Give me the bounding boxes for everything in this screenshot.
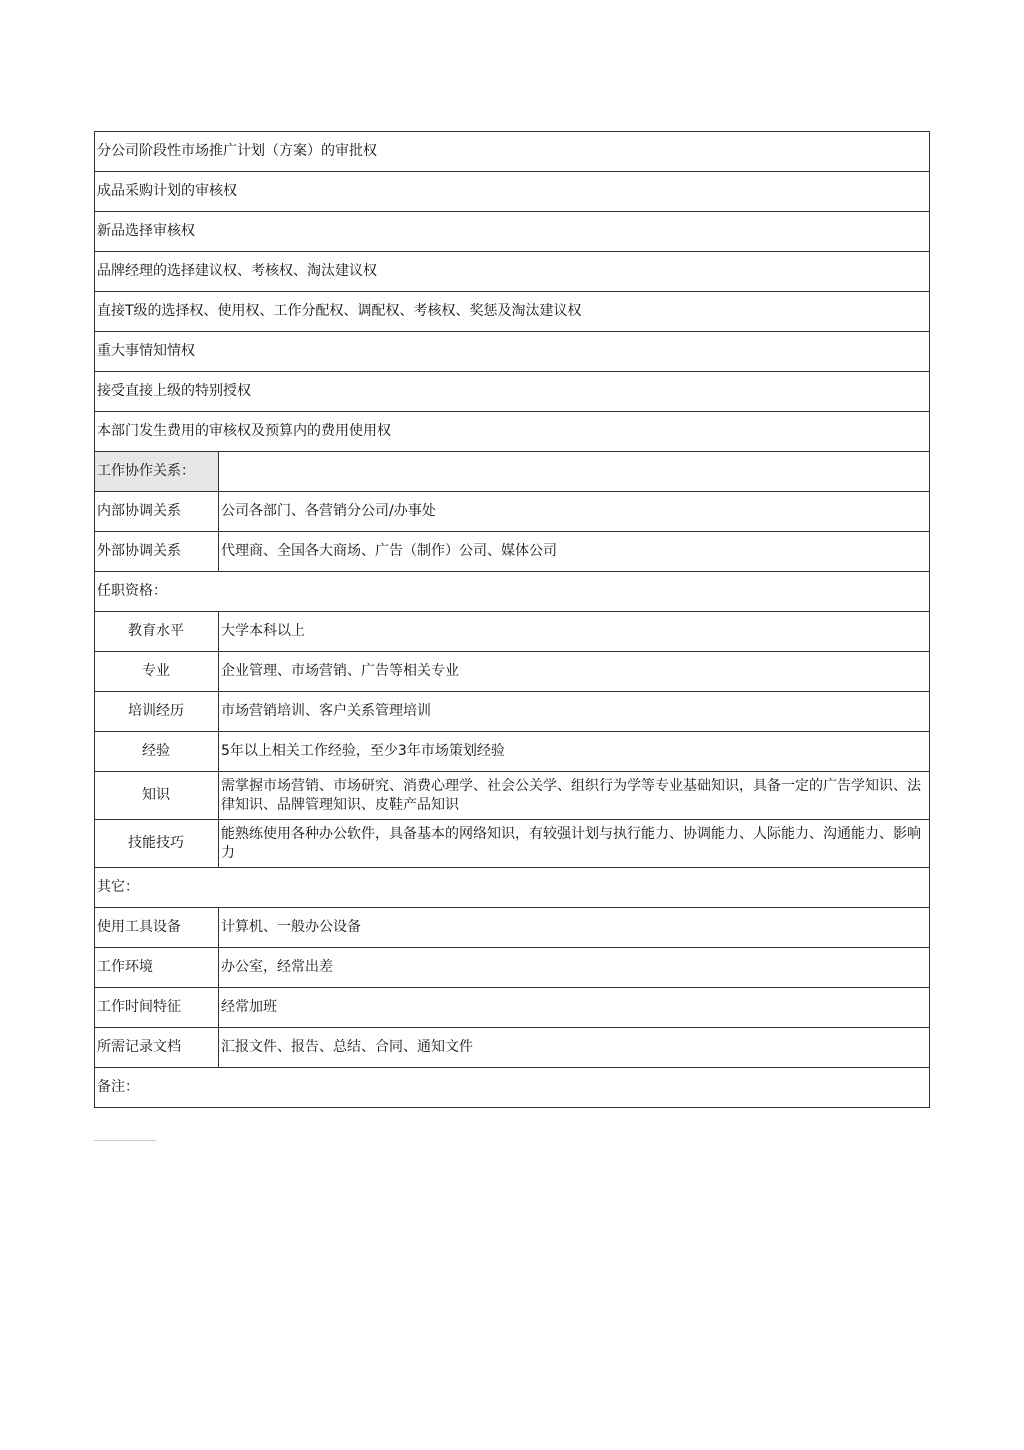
footer-divider [94, 1140, 156, 1141]
authority-text: 分公司阶段性市场推广计划（方案）的审批权 [95, 132, 930, 172]
external-coordination-label: 外部协调关系 [95, 532, 219, 572]
authority-text: 接受直接上级的特别授权 [95, 372, 930, 412]
cooperation-heading: 工作协作关系： [95, 452, 219, 492]
qualifications-heading: 任职资格： [95, 572, 930, 612]
other-label: 工作时间特征 [95, 988, 219, 1028]
authority-text: 本部门发生费用的审核权及预算内的费用使用权 [95, 412, 930, 452]
authority-text: 成品采购计划的审核权 [95, 172, 930, 212]
authority-row [95, 332, 930, 372]
external-coordination-value: 代理商、全国各大商场、广告（制作）公司、媒体公司 [219, 532, 930, 572]
internal-coordination-row [95, 492, 930, 532]
authority-text: 直接T级的选择权、使用权、工作分配权、调配权、考核权、奖惩及淘汰建议权 [95, 292, 930, 332]
other-row [95, 908, 930, 948]
authority-row [95, 172, 930, 212]
qualification-row [95, 820, 930, 868]
remarks-row [95, 1068, 930, 1108]
qualification-row [95, 772, 930, 820]
qualification-row [95, 612, 930, 652]
authority-text: 品牌经理的选择建议权、考核权、淘汰建议权 [95, 252, 930, 292]
authority-row [95, 132, 930, 172]
other-value: 汇报文件、报告、总结、合同、通知文件 [219, 1028, 930, 1068]
other-heading: 其它： [95, 868, 930, 908]
other-heading-row [95, 868, 930, 908]
qualification-label: 知识 [95, 772, 219, 820]
qualification-label: 培训经历 [95, 692, 219, 732]
qualifications-heading-row [95, 572, 930, 612]
qualification-value: 企业管理、市场营销、广告等相关专业 [219, 652, 930, 692]
qualification-label: 技能技巧 [95, 820, 219, 868]
qualification-row [95, 692, 930, 732]
authority-row [95, 212, 930, 252]
other-row [95, 948, 930, 988]
external-coordination-row [95, 532, 930, 572]
other-row [95, 1028, 930, 1068]
other-value: 办公室，经常出差 [219, 948, 930, 988]
authority-text: 重大事情知情权 [95, 332, 930, 372]
authority-row [95, 372, 930, 412]
other-label: 所需记录文档 [95, 1028, 219, 1068]
authority-row [95, 412, 930, 452]
qualification-value: 市场营销培训、客户关系管理培训 [219, 692, 930, 732]
qualification-row [95, 732, 930, 772]
other-value: 经常加班 [219, 988, 930, 1028]
qualification-row [95, 652, 930, 692]
qualification-label: 教育水平 [95, 612, 219, 652]
other-row [95, 988, 930, 1028]
empty-cell [219, 452, 930, 492]
other-label: 使用工具设备 [95, 908, 219, 948]
authority-row [95, 292, 930, 332]
qualification-label: 经验 [95, 732, 219, 772]
internal-coordination-value: 公司各部门、各营销分公司/办事处 [219, 492, 930, 532]
qualification-label: 专业 [95, 652, 219, 692]
other-value: 计算机、一般办公设备 [219, 908, 930, 948]
qualification-value: 能熟练使用各种办公软件，具备基本的网络知识，有较强计划与执行能力、协调能力、人际能力、沟通能力、影响力 [219, 820, 930, 868]
authority-text: 新品选择审核权 [95, 212, 930, 252]
internal-coordination-label: 内部协调关系 [95, 492, 219, 532]
qualification-value: 5年以上相关工作经验，至少3年市场策划经验 [219, 732, 930, 772]
qualification-value: 大学本科以上 [219, 612, 930, 652]
qualification-value: 需掌握市场营销、市场研究、消费心理学、社会公关学、组织行为学等专业基础知识，具备一定的广告学知识、法律知识、品牌管理知识、皮鞋产品知识 [219, 772, 930, 820]
other-label: 工作环境 [95, 948, 219, 988]
job-description-table [94, 131, 930, 1108]
cooperation-heading-row [95, 452, 930, 492]
remarks-heading: 备注： [95, 1068, 930, 1108]
authority-row [95, 252, 930, 292]
